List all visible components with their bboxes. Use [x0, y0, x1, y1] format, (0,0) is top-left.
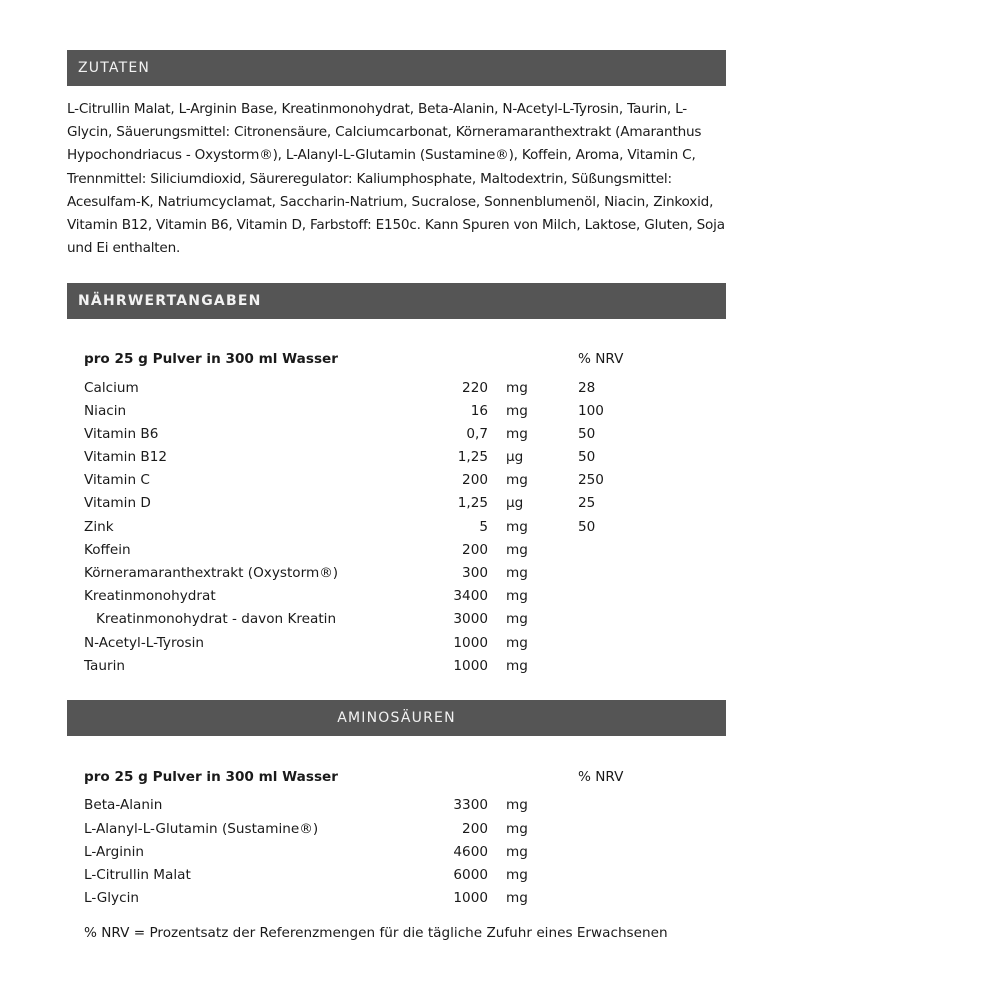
nutrient-nrv: 25 — [578, 495, 596, 511]
naehrwerte-header-label: pro 25 g Pulver in 300 ml Wasser — [84, 351, 338, 367]
table-row — [84, 446, 644, 469]
nutrient-name: Vitamin B12 — [84, 449, 168, 465]
amino-unit: mg — [506, 821, 528, 837]
nutrient-name: N-Acetyl-L-Tyrosin — [84, 635, 205, 651]
aminosaeuren-title: AMINOSÄUREN — [337, 710, 456, 726]
nutrient-unit: mg — [506, 403, 528, 419]
nutrient-name: Koffein — [84, 542, 131, 558]
zutaten-title: ZUTATEN — [78, 60, 151, 76]
amino-amount: 6000 — [453, 867, 488, 883]
amino-unit: mg — [506, 890, 528, 906]
table-row — [84, 516, 644, 539]
nutrient-name: Kreatinmonohydrat - davon Kreatin — [96, 611, 337, 627]
nutrient-name: Vitamin B6 — [84, 426, 159, 442]
nutrient-nrv: 50 — [578, 449, 596, 465]
nutrient-name: Kreatinmonohydrat — [84, 588, 216, 604]
nutrient-amount: 3000 — [453, 611, 488, 627]
nutrient-unit: mg — [506, 426, 528, 442]
nutrient-amount: 300 — [462, 565, 488, 581]
amino-name: L-Arginin — [84, 844, 145, 860]
aminosaeuren-table-header — [84, 766, 644, 789]
amino-unit: mg — [506, 867, 528, 883]
aminosaeuren-header-label: pro 25 g Pulver in 300 ml Wasser — [84, 769, 338, 785]
table-row — [84, 423, 644, 446]
ingredients-text: L-Citrullin Malat, L-Arginin Base, Kreatinmonohydrat, Beta-Alanin, N-Acetyl-L-Tyrosin, Taurin, L-Glycin, Säuerungsmittel: Citronensäure, Calciumcarbonat, Körneramaranthextrakt (Amaranthus Hypochondriacus - Oxystorm®), L-Alanyl-L-Glutamin (Sustamine®), Koffein, Aroma, Vitamin C, Trennmittel: Siliciumdioxid, Säureregulator: Kaliumphosphate, Maltodextrin, Süßungsmittel: Acesulfam-K, Natriumcyclamat, Saccharin-Natrium, Sucralose, Sonnenblumenöl, Niacin, Zinkoxid, Vitamin B12, Vitamin B6, Vitamin D, Farbstoff: E150c. Kann Spuren von Milch, Laktose, Gluten, Soja und Ei enthalten. — [67, 101, 725, 257]
table-row — [84, 887, 644, 910]
table-row — [84, 400, 644, 423]
table-row — [84, 818, 644, 841]
aminosaeuren-header-nrv: % NRV — [578, 769, 624, 785]
nutrient-unit: mg — [506, 519, 528, 535]
table-row — [84, 492, 644, 515]
amino-amount: 1000 — [453, 890, 488, 906]
nutrient-unit: mg — [506, 635, 528, 651]
naehrwerte-header-nrv: % NRV — [578, 351, 624, 367]
nutrient-amount: 1,25 — [457, 495, 488, 511]
zutaten-heading — [67, 50, 726, 86]
nutrient-amount: 200 — [462, 542, 488, 558]
nutrient-amount: 16 — [470, 403, 488, 419]
amino-unit: mg — [506, 844, 528, 860]
nutrient-unit: mg — [506, 611, 528, 627]
table-row — [84, 794, 644, 817]
nutrient-amount: 220 — [462, 380, 488, 396]
nutrient-unit: mg — [506, 380, 528, 396]
nutrient-nrv: 50 — [578, 519, 596, 535]
table-row — [84, 608, 644, 631]
nutrient-amount: 1000 — [453, 635, 488, 651]
nutrient-amount: 1,25 — [457, 449, 488, 465]
amino-name: L-Glycin — [84, 890, 139, 906]
amino-unit: mg — [506, 797, 528, 813]
amino-amount: 200 — [462, 821, 488, 837]
aminosaeuren-heading — [67, 700, 726, 736]
naehrwerte-heading — [67, 283, 726, 319]
nutrient-unit: mg — [506, 472, 528, 488]
nutrient-amount: 200 — [462, 472, 488, 488]
nutrient-amount: 1000 — [453, 658, 488, 674]
nutrient-name: Körneramaranthextrakt (Oxystorm®) — [84, 565, 339, 581]
table-row — [84, 632, 644, 655]
nrv-footnote: % NRV = Prozentsatz der Referenzmengen für die tägliche Zufuhr eines Erwachsenen — [84, 925, 668, 941]
nutrient-unit: mg — [506, 565, 528, 581]
nutrient-amount: 3400 — [453, 588, 488, 604]
table-row — [84, 469, 644, 492]
nutrient-name: Calcium — [84, 380, 139, 396]
amino-amount: 3300 — [453, 797, 488, 813]
table-row — [84, 562, 644, 585]
nutrient-name: Vitamin C — [84, 472, 150, 488]
table-row — [84, 655, 644, 678]
naehrwerte-title: NÄHRWERTANGABEN — [78, 293, 262, 309]
amino-name: Beta-Alanin — [84, 797, 163, 813]
nutrient-name: Zink — [84, 519, 114, 535]
table-row — [84, 539, 644, 562]
amino-name: L-Alanyl-L-Glutamin (Sustamine®) — [84, 821, 319, 837]
naehrwerte-table-header — [84, 348, 644, 371]
table-row — [84, 585, 644, 608]
nutrient-name: Vitamin D — [84, 495, 151, 511]
nutrient-nrv: 100 — [578, 403, 604, 419]
amino-amount: 4600 — [453, 844, 488, 860]
nutrient-unit: µg — [506, 449, 524, 465]
nutrient-name: Taurin — [84, 658, 125, 674]
table-row — [84, 841, 644, 864]
nutrient-nrv: 28 — [578, 380, 596, 396]
nutrient-amount: 5 — [479, 519, 488, 535]
nutrient-unit: µg — [506, 495, 524, 511]
nutrient-nrv: 250 — [578, 472, 604, 488]
nutrient-amount: 0,7 — [466, 426, 488, 442]
amino-name: L-Citrullin Malat — [84, 867, 191, 883]
nutrient-nrv: 50 — [578, 426, 596, 442]
nutrient-unit: mg — [506, 542, 528, 558]
nutrient-unit: mg — [506, 588, 528, 604]
nutrient-name: Niacin — [84, 403, 127, 419]
table-row — [84, 864, 644, 887]
nutrient-unit: mg — [506, 658, 528, 674]
table-row — [84, 377, 644, 400]
